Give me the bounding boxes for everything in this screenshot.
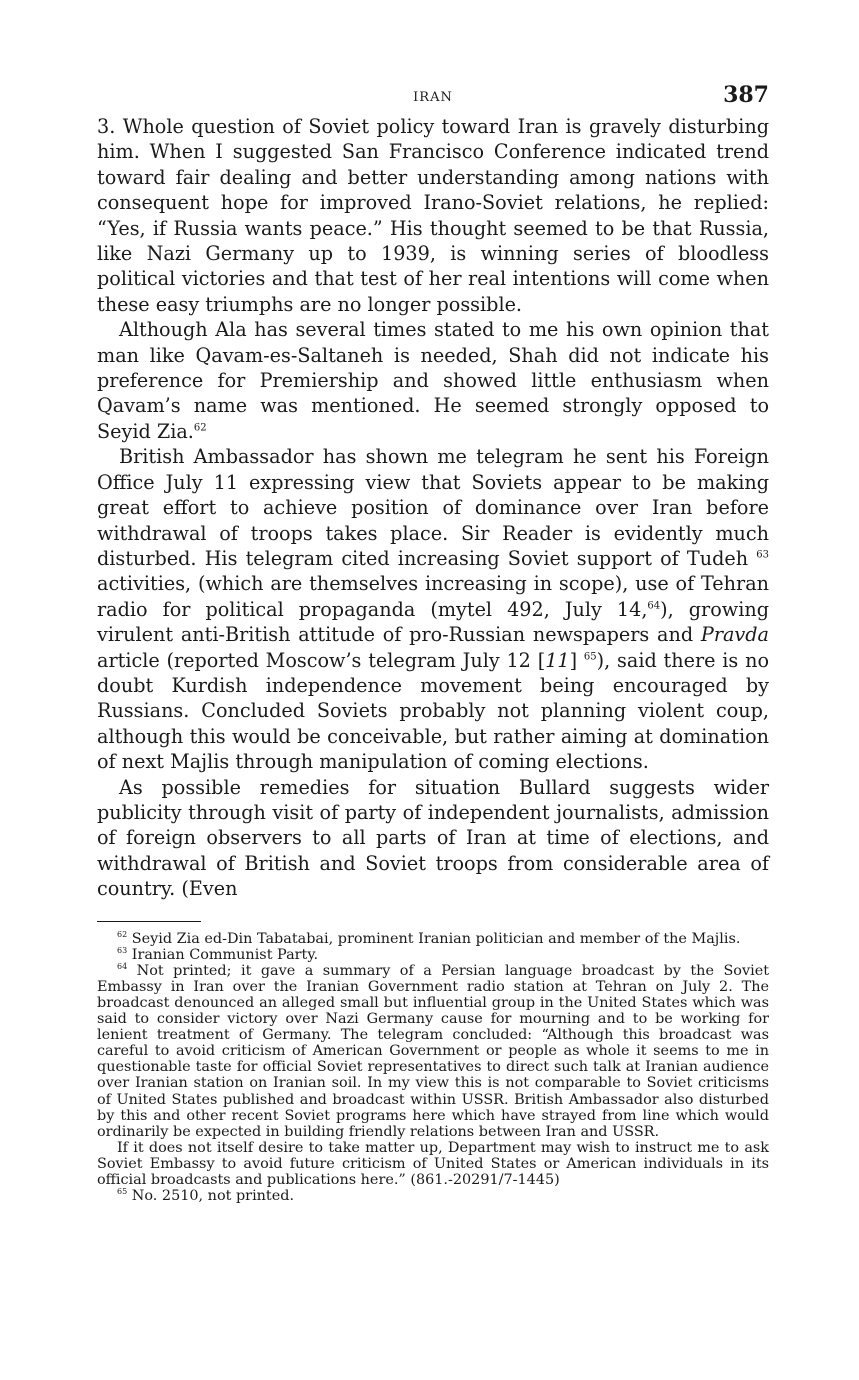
paragraph-3-text-a: British Ambassador has shown me telegram he sent his Foreign Office July 11 expressing view that Soviets appear to be making great effort to achieve position of dominance over Iran before withdrawal of troops takes place. Sir Reader is evidently much disturbed. His telegram cited increasing Soviet support of Tudeh	[97, 445, 769, 570]
page-number: 387	[723, 82, 769, 108]
footnote-65-number: 65	[117, 1187, 128, 1197]
footnote-65	[97, 1188, 769, 1204]
footnote-63-number: 63	[117, 945, 128, 955]
paragraph-3-text-c: ), growing virulent anti-British attitude of pro-Russian newspapers and	[97, 597, 769, 647]
pravda-italic: Pravda	[700, 623, 769, 647]
footnote-64-number: 64	[117, 961, 128, 971]
footnote-62-number: 62	[117, 929, 128, 939]
paragraph-3-text-d: article (reported Moscow’s telegram July 12 [	[97, 648, 546, 672]
paragraph-4-text: As possible remedies for situation Bullard suggests wider publicity through visit of party of independent journalists, admission of foreign observers to all parts of Iran at time of elections, and withdrawal of British and Soviet troops from considerable area of country. (Even	[97, 775, 769, 901]
footnote-65-text: No. 2510, not printed.	[127, 1188, 295, 1205]
paragraph-3-text-e: ]	[569, 648, 584, 672]
footnote-64	[97, 963, 769, 1140]
paragraph-3-text-f: ), said there is no doubt Kurdish independence movement being encouraged by Russians. Concluded Soviets probably not planning violent coup, although this would be conceivable, but rather aiming at domination of next Majlis through manipulation of coming elections.	[97, 648, 769, 774]
paragraph-4	[97, 775, 769, 902]
footnote-ref-65: 65	[583, 651, 597, 663]
document-page	[97, 78, 769, 1204]
footnote-64-continued	[97, 1140, 769, 1188]
paragraph-3-text-b: activities, (which are themselves increasing in scope), use of Tehran radio for political propaganda (mytel 492, July 14,	[97, 572, 769, 621]
footnote-62-text: Seyid Zia ed-Din Tabatabai, prominent Iranian politician and member of the Majlis.	[127, 930, 741, 947]
footnote-ref-63: 63	[756, 549, 769, 561]
footnote-63	[97, 947, 769, 963]
page-header	[97, 78, 769, 114]
paragraph-1	[97, 114, 769, 317]
paragraph-3	[97, 444, 769, 774]
telegram-number-italic: 11	[545, 648, 570, 672]
paragraph-1-text: 3. Whole question of Soviet policy toward Iran is gravely disturbing him. When I suggested San Francisco Conference indicated trend toward fair dealing and better understanding among nations with consequent hope for improved Irano-Soviet relations, he replied: “Yes, if Russia wants peace.” His thought seemed to be that Russia, like Nazi Germany up to 1939, is winning series of bloodless political victories and that test of her real intentions will come when these easy triumphs are no longer possible.	[97, 115, 769, 316]
footnote-ref-62: 62	[193, 422, 207, 434]
footnote-divider	[97, 921, 201, 922]
body-text	[97, 114, 769, 902]
running-title: IRAN	[413, 90, 453, 105]
footnote-62	[97, 931, 769, 947]
footnotes	[97, 931, 769, 1205]
footnote-64-continued-text: If it does not itself desire to take matter up, Department may wish to instruct me to ask Soviet Embassy to avoid future criticism of United States or American individuals in its official broadcasts and publications here.” (861.-20291/7-1445)	[97, 1139, 769, 1188]
paragraph-2	[97, 317, 769, 444]
footnote-63-text: Iranian Communist Party.	[127, 946, 319, 963]
paragraph-2-text: Although Ala has several times stated to me his own opinion that man like Qavam-es-Saltaneh is needed, Shah did not indicate his preference for Premiership and showed little enthusiasm when Qavam’s name was mentioned. He seemed strongly opposed to Seyid Zia.	[97, 318, 769, 443]
footnote-64-text: Not printed; it gave a summary of a Persian language broadcast by the Soviet Embassy in Iran over the Iranian Government radio station at Tehran on July 2. The broadcast denounced an alleged small but influential group in the United States which was said to consider victory over Nazi Germany cause for mourning and to be working for lenient treatment of Germany. The telegram concluded: “Although this broadcast was careful to avoid criticism of American Government or people as whole it seems to me in questionable taste for official Soviet representatives to direct such talk at Iranian audience over Iranian station on Iranian soil. In my view this is not comparable to Soviet criticisms of United States published and broadcast within USSR. British Ambassador also disturbed by this and other recent Soviet programs here which have strayed from line which would ordinarily be expected in building friendly relations between Iran and USSR.	[97, 962, 769, 1140]
footnote-ref-64: 64	[647, 600, 661, 612]
